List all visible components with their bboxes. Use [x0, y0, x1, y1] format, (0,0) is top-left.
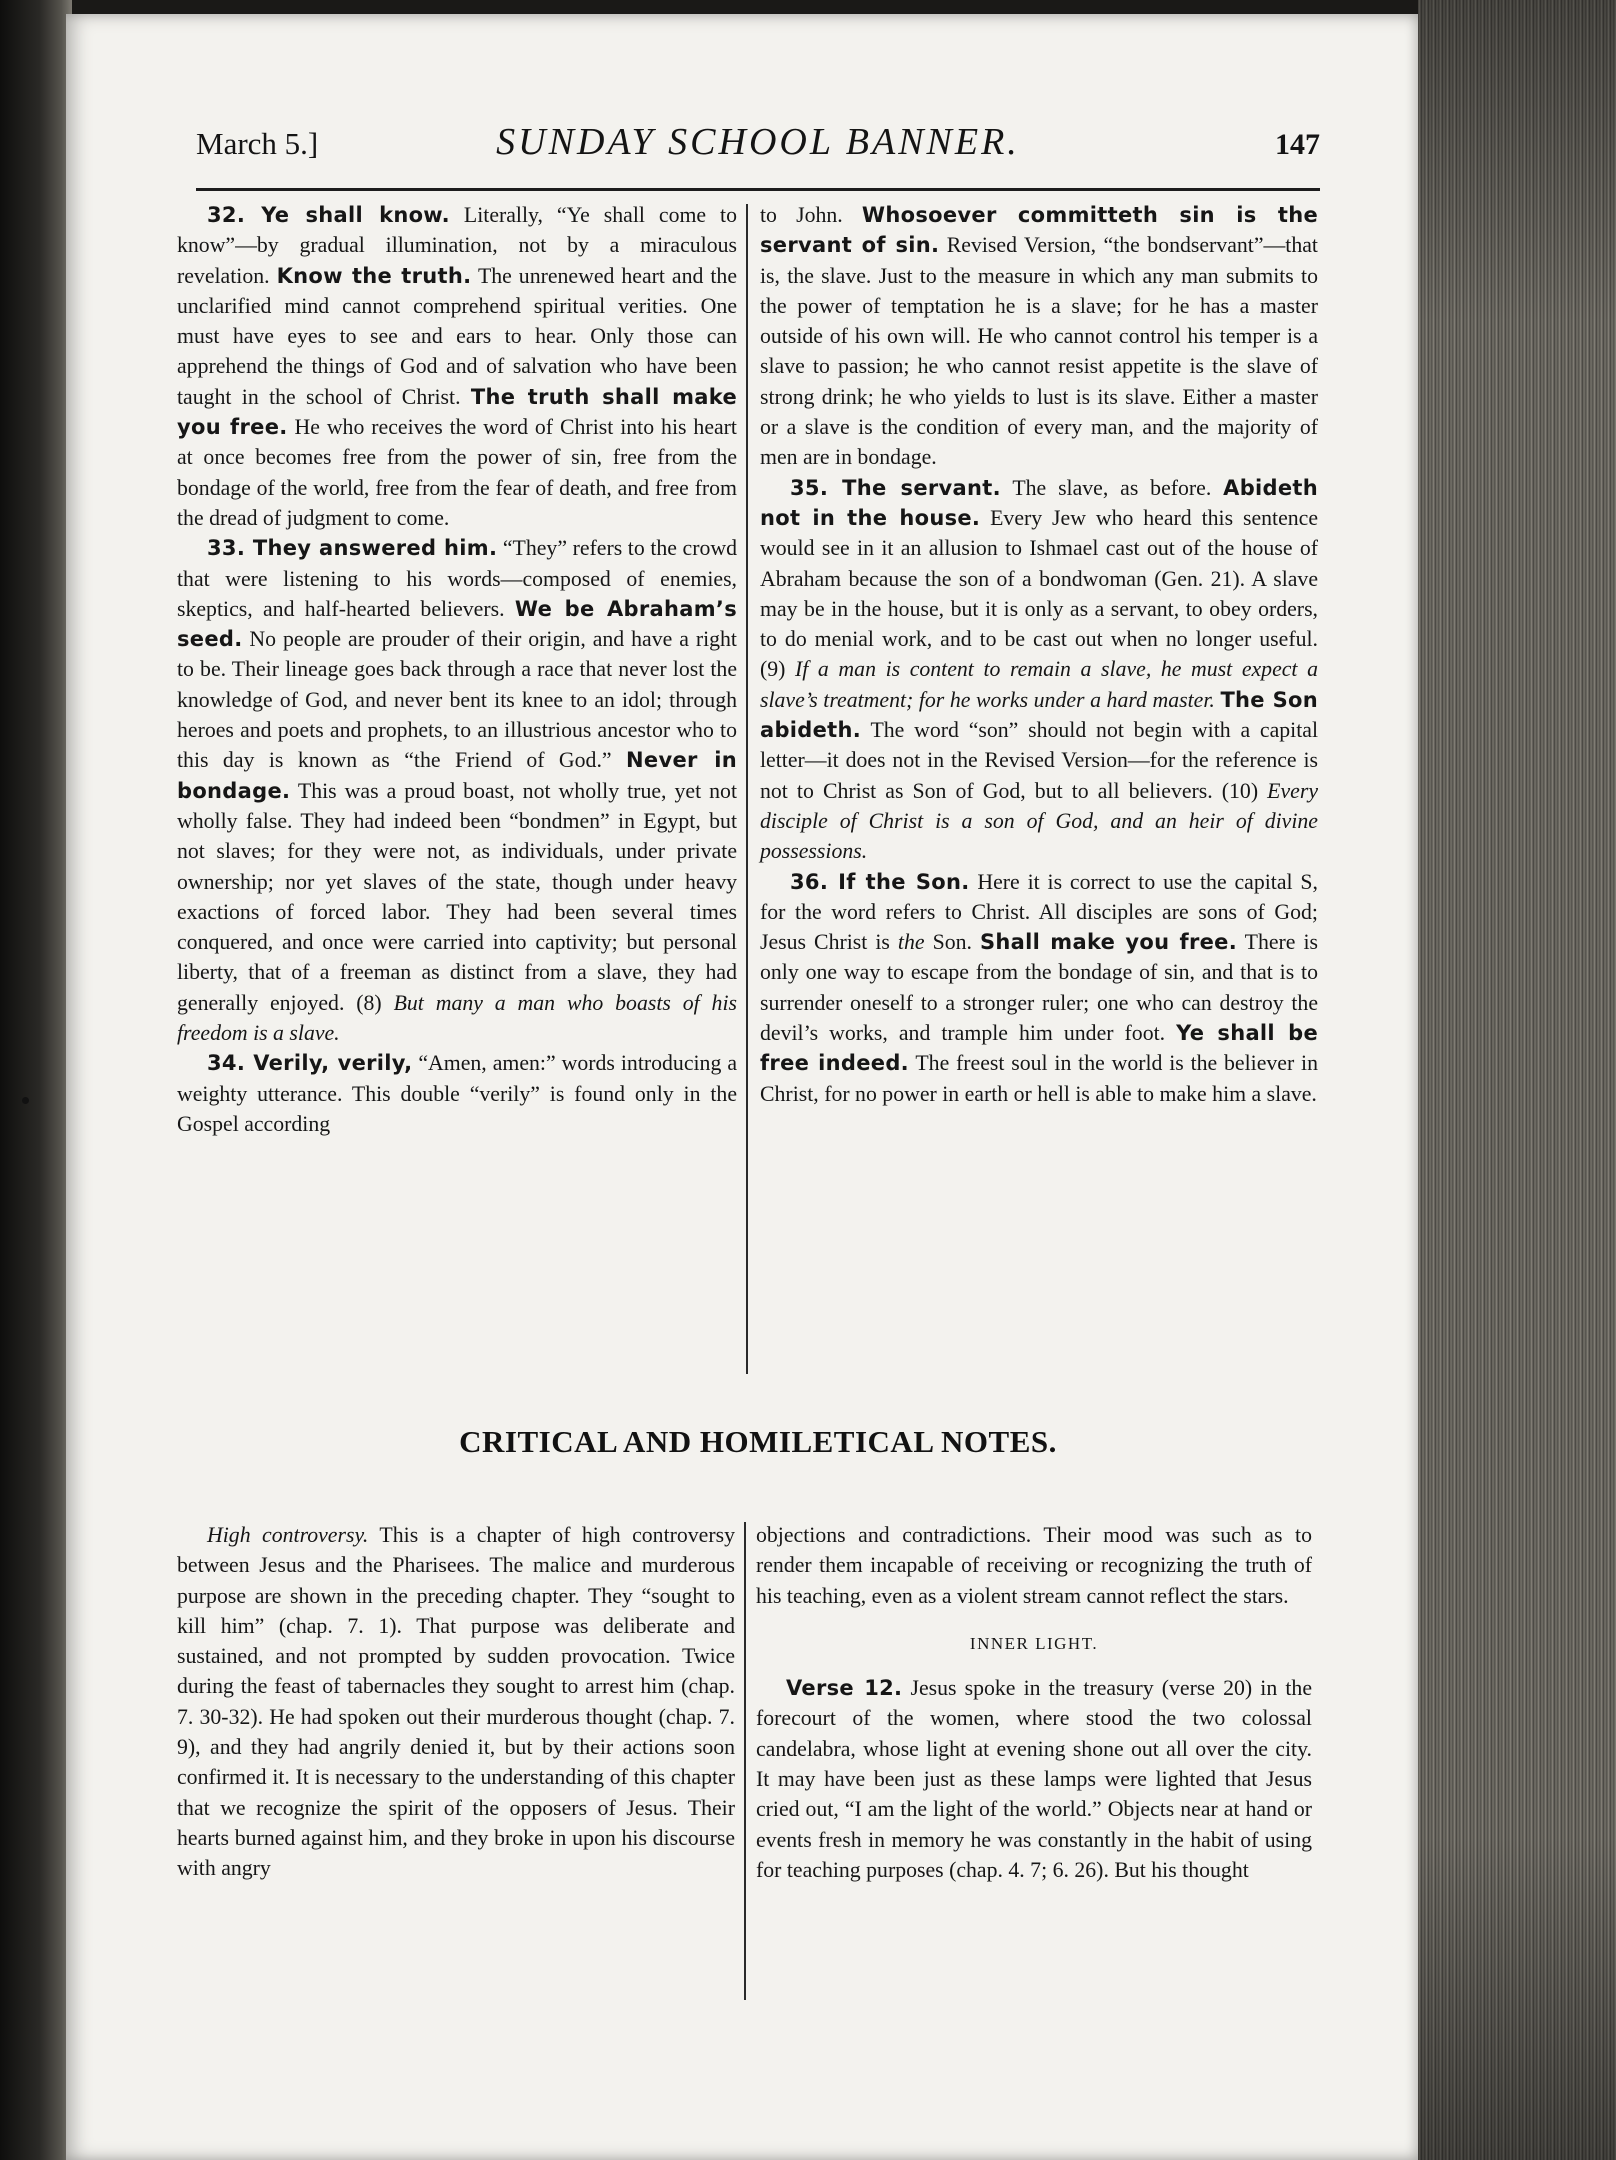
- body-text: Literally, “Ye shall come to know”—by gradual illumination, not by a miraculous revelation.: [177, 203, 737, 288]
- body-text: objections and contradictions. Their mood was such as to render them incapable of receiving or recognizing the truth of his teaching, even as a violent stream cannot reflect the stars.: [756, 1523, 1312, 1608]
- italic-text: Every disciple of Christ is a son of God, and an heir of divine possessions.: [760, 778, 1318, 864]
- bold-lemma: Verse 12.: [786, 1676, 903, 1701]
- paragraph: [756, 1673, 1312, 1885]
- column-divider-top: [746, 204, 748, 1374]
- italic-text: High controversy.: [207, 1523, 369, 1547]
- paragraph: [760, 473, 1318, 867]
- body-text: Son.: [924, 930, 980, 955]
- column-divider-bottom: [744, 1522, 746, 2000]
- bottom-left-column: [177, 1520, 735, 1884]
- paragraph: [756, 1520, 1312, 1611]
- bold-lemma: Ye shall be free indeed.: [760, 1021, 1318, 1076]
- body-text: This was a proud boast, not wholly true, yet not wholly false. They had indeed been “bondmen” in Egypt, but not slaves; for they were not, as individuals, under private ownership; nor yet slaves of the state, though under heavy exactions of forced labor. They had been several times conquered, and once were carried into captivity; but personal liberty, that of a freeman as distinct from a slave, they had generally enjoyed. (8): [177, 778, 737, 1015]
- bold-lemma: 36. If the Son.: [790, 869, 970, 894]
- bold-lemma: 35. The servant.: [790, 475, 1001, 500]
- body-text: The unrenewed heart and the unclarified mind cannot comprehend spiritual verities. One must have eyes to see and ears to hear. Only those can apprehend the things of God and of salvation who have been taught in the school of Christ.: [177, 263, 738, 409]
- body-text: “They” refers to the crowd that were listening to his words—composed of enemies, skeptics, and half-hearted believers.: [177, 536, 738, 621]
- header-title: SUNDAY SCHOOL BANNER.: [496, 121, 1020, 163]
- body-text: This is a chapter of high controversy between Jesus and the Pharisees. The malice and murderous purpose are shown in the preceding chapter. They “sought to kill him” (chap. 7. 1). That purpose was deliberate and sustained, and not prompted by sudden provocation. Twice during the feast of tabernacles they sought to arrest him (chap. 7. 30-32). He had spoken out their murderous thought (chap. 7. 9), and they had angrily denied it, but by their actions soon confirmed it. It is necessary to the understanding of this chapter that we recognize the spirit of the opposers of Jesus. Their hearts burned against him, and they broke in upon his discourse with angry: [177, 1523, 735, 1881]
- paragraph: [177, 1048, 737, 1139]
- bold-lemma: The truth shall make you free.: [177, 384, 737, 440]
- page-edges: [1418, 0, 1616, 2160]
- italic-text: If a man is content to remain a slave, he must expect a slave’s treatment; for he works under a hard master.: [760, 657, 1318, 712]
- paragraph: [177, 1520, 735, 1884]
- bottom-right-verse: [756, 1673, 1312, 1885]
- paragraph: [760, 867, 1318, 1109]
- body-text: The word “son” should not begin with a capital letter—it does not in the Revised Version—for the reference is not to Christ as Son of God, but to all believers. (10): [760, 718, 1318, 803]
- italic-text: the: [897, 930, 925, 955]
- body-text: He who receives the word of Christ into his heart at once becomes free from the power of sin, free from the bondage of the world, free from the fear of death, and free from the dread of judgment to come.: [177, 415, 737, 530]
- body-text: “Amen, amen:” words introducing a weighty utterance. This double “verily” is found only in the Gospel according: [177, 1051, 737, 1136]
- bold-lemma: Abideth not in the house.: [760, 475, 1318, 530]
- section-title: CRITICAL AND HOMILETICAL NOTES.: [459, 1424, 1057, 1459]
- bold-lemma: 33. They answered him.: [207, 536, 498, 561]
- body-text: The freest soul in the world is the believer in Christ, for no power in earth or hell is able to make him a slave.: [760, 1051, 1318, 1106]
- italic-text: But many a man who boasts of his freedom is a slave.: [177, 990, 737, 1046]
- page-number: 147: [1275, 128, 1320, 161]
- bold-lemma: We be Abraham’s seed.: [177, 596, 737, 652]
- bold-lemma: Shall make you free.: [979, 930, 1237, 955]
- running-header: [196, 120, 1320, 176]
- margin-ink-dot: [22, 1097, 29, 1104]
- body-text: to John.: [760, 203, 862, 227]
- body-text: The slave, as before.: [1000, 475, 1224, 500]
- body-text: Every Jew who heard this sentence would see in it an allusion to Ishmael cast out of the house of Abraham because the son of a bondwoman (Gen. 21). A slave may be in the house, but it is only as a servant, to obey orders, to do menial work, and to be cast out when no longer useful. (9): [760, 505, 1318, 682]
- bold-lemma: Never in bondage.: [177, 748, 737, 803]
- header-rule: [196, 188, 1320, 191]
- subheading-inner-light: INNER LIGHT.: [969, 1633, 1099, 1653]
- paragraph: [177, 533, 737, 1048]
- body-text: There is only one way to escape from the bondage of sin, and that is to surrender oneself to a stronger ruler; one who can destroy the devil’s works, and trample him under foot.: [760, 930, 1319, 1046]
- body-text: Jesus spoke in the treasury (verse 20) in the forecourt of the women, where stood the two colossal candelabra, whose light at evening shone out all over the city. It may have been just as these lamps were lighted that Jesus cried out, “I am the light of the world.” Objects near at hand or events fresh in memory he was constantly in the habit of using for teaching purposes (chap. 4. 7; 6. 26). But his thought: [756, 1676, 1312, 1882]
- paragraph: [177, 200, 737, 533]
- body-text: No people are prouder of their origin, and have a right to be. Their lineage goes back through a race that never lost the knowledge of God, and never bent its knee to an idol; through heroes and poets and prophets, to an illustrious ancestor who to this day is known as “the Friend of God.”: [177, 627, 737, 773]
- body-text: Revised Version, “the bondservant”—that is, the slave. Just to the measure in which any man submits to the power of temptation he is a slave; for he has a master outside of his own will. He who cannot control his temper is a slave to passion; he who cannot resist appetite is the slave of strong drink; he who yields to lust is its slave. Either a master or a slave is the condition of every man, and the majority of men are in bondage.: [760, 233, 1318, 470]
- bold-lemma: Know the truth.: [276, 263, 472, 288]
- bold-lemma: 32. Ye shall know.: [207, 203, 450, 227]
- bottom-right-column: [756, 1520, 1312, 1885]
- bold-lemma: Whosoever committeth sin is the servant of sin.: [760, 203, 1319, 258]
- bold-lemma: 34. Verily, verily,: [207, 1051, 413, 1076]
- body-text: Here it is correct to use the capital S, for the word refers to Christ. All disciples are sons of God; Jesus Christ is: [760, 869, 1318, 955]
- top-left-column: [177, 200, 737, 1139]
- book-spine-shadow: [0, 0, 72, 2160]
- top-right-column: [760, 200, 1318, 1109]
- bold-lemma: The Son abideth.: [760, 687, 1318, 743]
- bottom-right-intro: [756, 1520, 1312, 1611]
- header-date: March 5.]: [196, 126, 319, 161]
- paragraph: [760, 200, 1318, 473]
